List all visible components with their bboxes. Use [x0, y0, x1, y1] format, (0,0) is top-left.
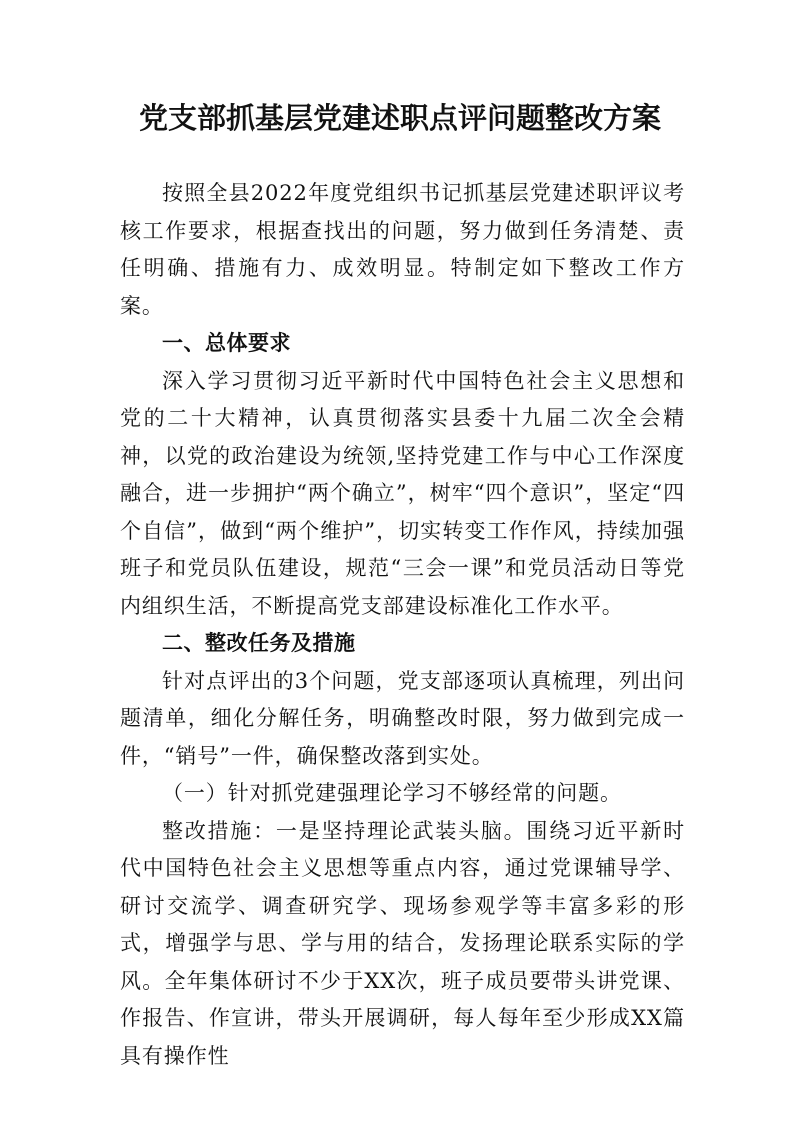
- paragraph-intro: 按照全县2022年度党组织书记抓基层党建述职评议考核工作要求，根据查找出的问题，努力做到任务清楚、责任明确、措施有力、成效明显。特制定如下整改工作方案。: [120, 181, 685, 318]
- document-title: 党支部抓基层党建述职点评问题整改方案: [138, 101, 661, 135]
- document-body: [120, 175, 685, 1075]
- paragraph-measures: 整改措施：一是坚持理论武装头脑。围绕习近平新时代中国特色社会主义思想等重点内容，通过党课辅导学、研讨交流学、调查研究学、现场参观学等丰富多彩的形式，增强学与思、学与用的结合，发扬理论联系实际的学风。全年集体研讨不少于XX次，班子成员要带头讲党课、作报告、作宣讲，带头开展调研，每人每年至少形成XX篇具有操作性: [120, 818, 685, 1068]
- paragraph-general-requirements: 深入学习贯彻习近平新时代中国特色社会主义思想和党的二十大精神，认真贯彻落实县委十九届二次全会精神，以党的政治建设为统领,坚持党建工作与中心工作深度融合，进一步拥护“两个确立”，树牢“四个意识”，坚定“四个自信”，做到“两个维护”，切实转变工作作风，持续加强班子和党员队伍建设，规范“三会一课”和党员活动日等党内组织生活，不断提高党支部建设标准化工作水平。: [120, 368, 685, 618]
- paragraph-subheading-1: （一）针对抓党建强理论学习不够经常的问题。: [162, 781, 622, 805]
- section-heading-tasks-and-measures: 二、整改任务及措施: [162, 631, 356, 655]
- paragraph-tasks-intro: 针对点评出的3个问题，党支部逐项认真梳理，列出问题清单，细化分解任务，明确整改时限，努力做到完成一件，“销号”一件，确保整改落到实处。: [120, 668, 685, 768]
- section-heading-general-requirements: 一、总体要求: [162, 331, 291, 355]
